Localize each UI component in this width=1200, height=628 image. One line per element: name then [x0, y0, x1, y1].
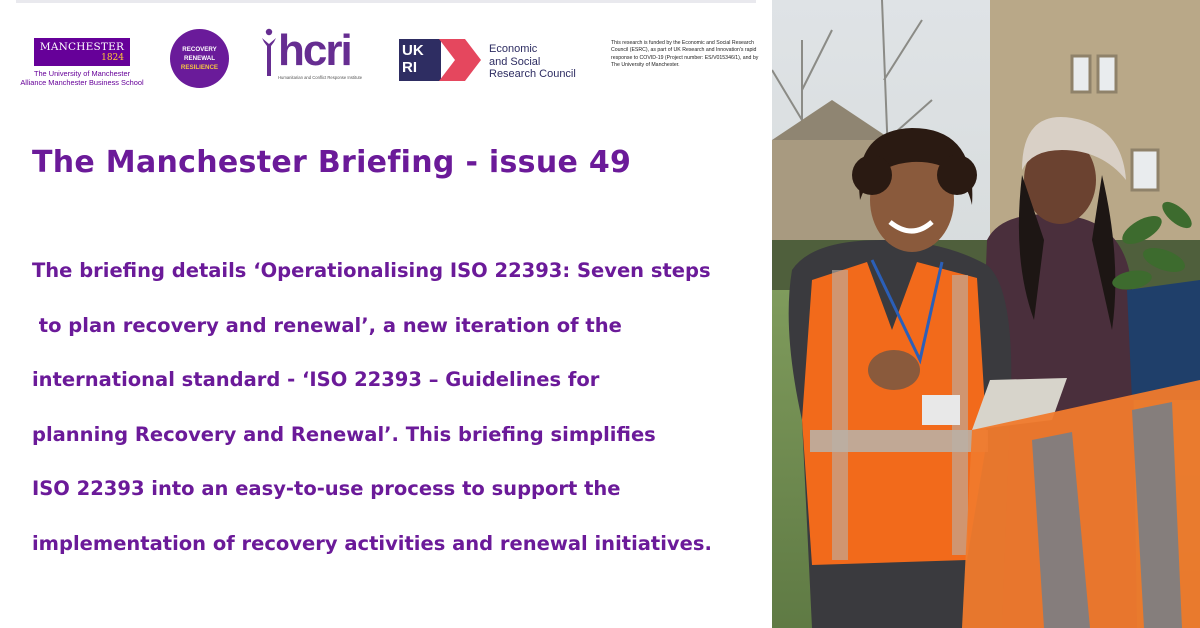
rr-renewal: RENEWAL: [184, 55, 215, 62]
university-of-manchester-logo: [20, 38, 144, 88]
rr-resilience: RESILIENCE: [180, 64, 219, 71]
esrc-line-3: Research Council: [489, 68, 576, 80]
ukri-arrow-icon: [439, 36, 481, 84]
esrc-line-1: Economic: [489, 43, 538, 55]
uom-school: Alliance Manchester Business School: [20, 78, 144, 87]
esrc-logo: [489, 43, 599, 81]
rr-recovery: RECOVERY: [182, 46, 217, 53]
uom-crest-box: [34, 38, 130, 66]
volunteers-photo: [772, 0, 1200, 628]
summary-line: ISO 22393 into an easy-to-use process to support the: [32, 477, 621, 500]
headline: The Manchester Briefing - issue 49: [32, 145, 632, 180]
summary-line: implementation of recovery activities and renewal initiatives.: [32, 531, 712, 555]
ukri-letters: UK RI: [402, 42, 424, 76]
uom-wordmark: MANCHESTER: [39, 41, 125, 53]
hcri-wordmark: hcri: [278, 26, 351, 75]
hcri-figure-icon: [260, 28, 278, 80]
summary-line: The briefing details ‘Operationalising ISO 22393: Seven steps: [32, 259, 711, 282]
summary-line: international standard - ‘ISO 22393 – Guidelines for: [32, 368, 600, 391]
photo-illustration: [772, 0, 1200, 628]
ukri-letter-box: [399, 39, 441, 81]
ukri-logo: [399, 36, 483, 84]
summary-line: to plan recovery and renewal’, a new iteration of the: [32, 313, 622, 337]
uom-name: The University of Manchester: [33, 69, 131, 78]
hcri-logo: [260, 28, 370, 84]
recovery-renewal-resilience-logo: [170, 29, 229, 88]
briefing-summary: [32, 252, 767, 579]
summary-line: planning Recovery and Renewal’. This briefing simplifies: [32, 422, 656, 446]
funding-note: This research is funded by the Economic and Social Research Council (ESRC), as part of UK Research and Innovation's rapid response to COVID-19 (Project number: ES/V015346/1), and by The University of Manchester.: [611, 40, 759, 68]
uom-year: 1824: [101, 53, 124, 63]
hcri-subtitle: Humanitarian and Conflict Response Institute: [278, 75, 363, 80]
esrc-line-2: and Social: [489, 55, 541, 68]
top-divider: [16, 0, 756, 3]
